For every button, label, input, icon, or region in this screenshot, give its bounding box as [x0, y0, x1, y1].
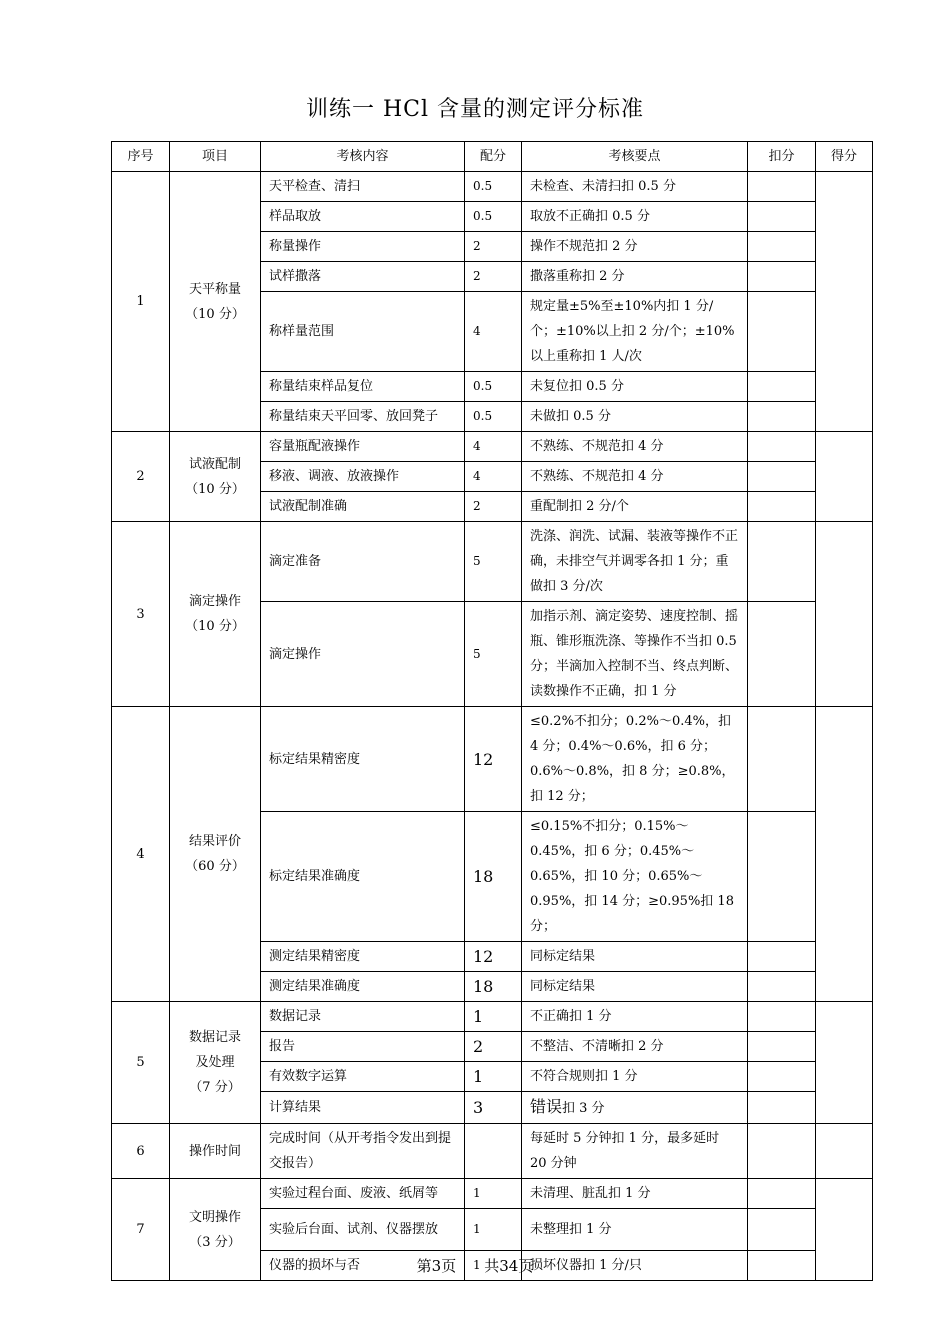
row-content: 测定结果准确度 [261, 972, 465, 1002]
row-content: 称样量范围 [261, 292, 465, 372]
row-content: 仪器的损坏与否 [261, 1251, 465, 1281]
table-row [112, 432, 873, 462]
group-item-points: （60 分） [185, 859, 245, 874]
row-content: 天平检查、清扫 [261, 172, 465, 202]
row-points: 不熟练、不规范扣 4 分 [522, 432, 748, 462]
row-content: 试样撒落 [261, 262, 465, 292]
group-item-name: 文明操作 [188, 1209, 241, 1225]
row-content: 样品取放 [261, 202, 465, 232]
deduct-cell [748, 942, 816, 972]
row-score: 1 [465, 1251, 522, 1281]
table-row [112, 522, 873, 602]
group-item: 操作时间 [170, 1124, 261, 1179]
deduct-cell [748, 1002, 816, 1032]
page-footer [0, 1255, 950, 1276]
earned-cell [816, 1002, 873, 1124]
row-points: 不整洁、不清晰扣 2 分 [522, 1032, 748, 1062]
header-points: 考核要点 [522, 142, 748, 172]
row-content: 实验后台面、试剂、仪器摆放 [261, 1209, 465, 1251]
row-content: 报告 [261, 1032, 465, 1062]
row-points-rest: 扣 3 分 [562, 1101, 605, 1116]
row-content: 滴定操作 [261, 602, 465, 707]
earned-cell [816, 707, 873, 1002]
deduct-cell [748, 492, 816, 522]
deduct-cell [748, 972, 816, 1002]
group-no: 7 [112, 1179, 170, 1281]
row-points: 同标定结果 [522, 972, 748, 1002]
row-score: 2 [465, 1032, 522, 1062]
header-score: 配分 [465, 142, 522, 172]
earned-cell [816, 432, 873, 522]
deduct-cell [748, 372, 816, 402]
page-title: 训练一 HCl 含量的测定评分标准 [305, 97, 645, 122]
deduct-cell [748, 202, 816, 232]
group-item-points: （10 分） [185, 306, 245, 322]
row-points [522, 1092, 748, 1124]
row-score: 4 [465, 292, 522, 372]
row-points: 重配制扣 2 分/个 [522, 492, 748, 522]
page-total: 共34页 [484, 1257, 534, 1275]
group-item-points: （10 分） [185, 481, 245, 497]
group-item-name: 试液配制 [188, 456, 241, 472]
row-score: 1 [465, 1062, 522, 1092]
deduct-cell [748, 1032, 816, 1062]
row-score: 12 [465, 942, 522, 972]
scoring-table [111, 141, 873, 1281]
row-points: 不符合规则扣 1 分 [522, 1062, 748, 1092]
group-item-points: （7 分） [189, 1080, 241, 1095]
row-points: 未做扣 0.5 分 [522, 402, 748, 432]
row-content: 计算结果 [261, 1092, 465, 1124]
header-earned: 得分 [816, 142, 873, 172]
row-points: 不正确扣 1 分 [522, 1002, 748, 1032]
table-row [112, 707, 873, 812]
deduct-cell [748, 812, 816, 942]
group-item [170, 1002, 261, 1124]
row-content: 称量结束天平回零、放回凳子 [261, 402, 465, 432]
group-item [170, 432, 261, 522]
deduct-cell [748, 232, 816, 262]
table-row [112, 172, 873, 202]
row-points: 洗涤、润洗、试漏、装液等操作不正确，未排空气并调零各扣 1 分；重做扣 3 分/次 [522, 522, 748, 602]
group-item-name: 滴定操作 [188, 594, 241, 609]
header-no: 序号 [112, 142, 170, 172]
deduct-cell [748, 402, 816, 432]
header-content: 考核内容 [261, 142, 465, 172]
row-score: 2 [465, 262, 522, 292]
row-score: 18 [465, 972, 522, 1002]
row-score: 4 [465, 432, 522, 462]
deduct-cell [748, 1124, 816, 1179]
row-content: 测定结果精密度 [261, 942, 465, 972]
row-score: 2 [465, 232, 522, 262]
row-score: 0.5 [465, 372, 522, 402]
row-score: 4 [465, 462, 522, 492]
deduct-cell [748, 1092, 816, 1124]
row-content: 称量结束样品复位 [261, 372, 465, 402]
deduct-cell [748, 602, 816, 707]
row-content: 滴定准备 [261, 522, 465, 602]
deduct-cell [748, 1209, 816, 1251]
row-score: 5 [465, 522, 522, 602]
deduct-cell [748, 1179, 816, 1209]
deduct-cell [748, 522, 816, 602]
group-item-name: 结果评价 [188, 834, 241, 849]
row-points: 未清理、脏乱扣 1 分 [522, 1179, 748, 1209]
table-header-row [112, 142, 873, 172]
row-points-emphasis: 错误 [530, 1097, 563, 1116]
row-points: 每延时 5 分钟扣 1 分，最多延时 20 分钟 [522, 1124, 748, 1179]
row-score: 1 [465, 1179, 522, 1209]
page-number: 第3页 [416, 1257, 457, 1275]
table-row [112, 1124, 873, 1179]
group-item-points: （3 分） [189, 1234, 241, 1250]
deduct-cell [748, 432, 816, 462]
deduct-cell [748, 172, 816, 202]
group-no: 1 [112, 172, 170, 432]
row-content: 有效数字运算 [261, 1062, 465, 1092]
earned-cell [816, 172, 873, 432]
row-score: 1 [465, 1002, 522, 1032]
deduct-cell [748, 707, 816, 812]
header-item: 项目 [170, 142, 261, 172]
row-points: 操作不规范扣 2 分 [522, 232, 748, 262]
row-score: 18 [465, 812, 522, 942]
header-deduct: 扣分 [748, 142, 816, 172]
row-content: 标定结果准确度 [261, 812, 465, 942]
deduct-cell [748, 292, 816, 372]
row-points: 加指示剂、滴定姿势、速度控制、摇瓶、锥形瓶洗涤、等操作不当扣 0.5 分；半滴加入控制不当、终点判断、读数操作不正确，扣 1 分 [522, 602, 748, 707]
row-points: 同标定结果 [522, 942, 748, 972]
row-content: 数据记录 [261, 1002, 465, 1032]
deduct-cell [748, 1062, 816, 1092]
row-points: 损坏仪器扣 1 分/只 [522, 1251, 748, 1281]
row-score: 5 [465, 602, 522, 707]
row-content: 完成时间（从开考指令发出到提交报告） [261, 1124, 465, 1179]
deduct-cell [748, 262, 816, 292]
table-row [112, 1179, 873, 1209]
row-score: 0.5 [465, 402, 522, 432]
row-points: 未整理扣 1 分 [522, 1209, 748, 1251]
row-content: 标定结果精密度 [261, 707, 465, 812]
row-points: ≤0.15%不扣分；0.15%～0.45%，扣 6 分；0.45%～0.65%，扣 10 分；0.65%～0.95%，扣 14 分；≥0.95%扣 18 分； [522, 812, 748, 942]
group-item-name: 天平称量 [188, 281, 241, 297]
row-content: 实验过程台面、废液、纸屑等 [261, 1179, 465, 1209]
row-points: 不熟练、不规范扣 4 分 [522, 462, 748, 492]
row-score: 0.5 [465, 172, 522, 202]
row-score: 2 [465, 492, 522, 522]
row-score: 12 [465, 707, 522, 812]
row-points: ≤0.2%不扣分；0.2%～0.4%，扣 4 分；0.4%～0.6%，扣 6 分； 0.6%～0.8%，扣 8 分；≥0.8%，扣 12 分； [522, 707, 748, 812]
row-score: 3 [465, 1092, 522, 1124]
row-points: 未检查、未清扫扣 0.5 分 [522, 172, 748, 202]
group-no: 3 [112, 522, 170, 707]
row-score: 0.5 [465, 202, 522, 232]
group-no: 6 [112, 1124, 170, 1179]
row-points: 取放不正确扣 0.5 分 [522, 202, 748, 232]
earned-cell [816, 1124, 873, 1179]
row-content: 容量瓶配液操作 [261, 432, 465, 462]
group-item-name: 数据记录及处理 [188, 1030, 241, 1070]
group-no: 4 [112, 707, 170, 1002]
row-content: 试液配制准确 [261, 492, 465, 522]
row-points: 未复位扣 0.5 分 [522, 372, 748, 402]
group-no: 2 [112, 432, 170, 522]
row-score [465, 1124, 522, 1179]
row-content: 称量操作 [261, 232, 465, 262]
row-content: 移液、调液、放液操作 [261, 462, 465, 492]
row-points: 规定量±5%至±10%内扣 1 分/个；±10%以上扣 2 分/个；±10%以上重称扣 1 人/次 [522, 292, 748, 372]
earned-cell [816, 522, 873, 707]
deduct-cell [748, 462, 816, 492]
group-no: 5 [112, 1002, 170, 1124]
group-item [170, 172, 261, 432]
group-item [170, 707, 261, 1002]
group-item [170, 522, 261, 707]
group-item-points: （10 分） [185, 619, 245, 634]
table-row [112, 1002, 873, 1032]
row-score: 1 [465, 1209, 522, 1251]
row-points: 撒落重称扣 2 分 [522, 262, 748, 292]
